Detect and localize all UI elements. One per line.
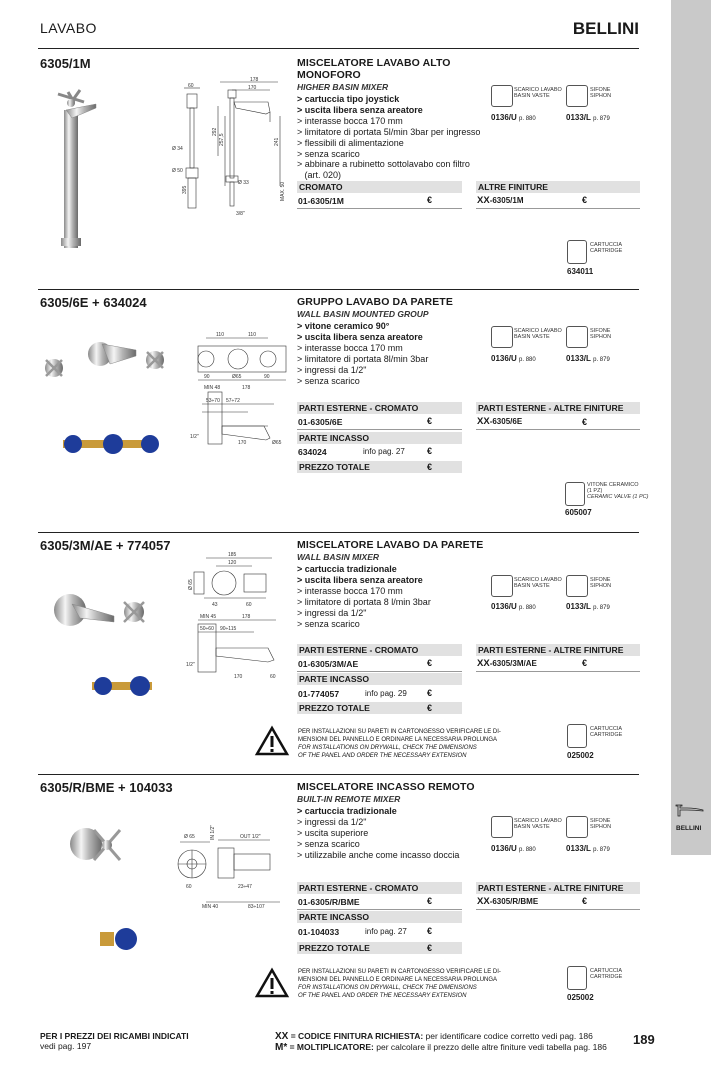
feature-item: > senza scarico — [297, 838, 360, 849]
dim-label: OUT 1/2" — [240, 834, 261, 840]
incasso-euro: € — [427, 446, 433, 456]
dim-label: Ø 50 — [172, 168, 183, 174]
siphon-ref: 0133/L p. 879 — [566, 844, 610, 853]
feature-item: > cartuccia tipo joystick — [297, 94, 400, 104]
siphon-label: SIFONE SIPHON — [590, 818, 612, 830]
header-rule — [38, 48, 639, 49]
dim-label: 60 — [188, 83, 194, 89]
dim-label: 1/2" — [190, 434, 199, 440]
price-code: 01-6305/6E — [298, 417, 343, 427]
technical-drawing — [184, 550, 284, 690]
finish-code: XX-6305/6E — [477, 416, 523, 427]
incasso-header: PARTE INCASSO — [297, 911, 462, 923]
dim-label: MAX. 50 — [280, 181, 286, 201]
drain-icon — [491, 85, 513, 107]
technical-drawing — [188, 330, 288, 450]
price-header-left: PARTI ESTERNE - CROMATO — [297, 882, 462, 894]
drain-label: SCARICO LAVABO BASIN VASTE — [514, 328, 562, 340]
price-code: 01-6305/3M/AE — [298, 659, 359, 669]
row-divider — [297, 429, 462, 430]
dim-label: 60 — [246, 602, 252, 608]
dim-label: 292 — [212, 127, 218, 136]
incasso-code: 634024 — [298, 447, 327, 457]
dim-label: MIN 45 — [200, 614, 217, 620]
price-header-left: PARTI ESTERNE - CROMATO — [297, 644, 462, 656]
incasso-info: info pag. 27 — [363, 447, 405, 456]
feature-item: > interasse bocca 170 mm — [297, 585, 403, 596]
dim-label: 23÷47 — [238, 884, 252, 890]
product-photo — [64, 820, 124, 870]
feature-list — [297, 94, 497, 181]
feature-item: > utilizzabile anche come incasso doccia — [297, 849, 460, 860]
incasso-info: info pag. 27 — [365, 927, 407, 936]
dim-label: 57÷72 — [226, 398, 240, 404]
feature-item: > limitatore di portata 5l/min 3bar per ingresso — [297, 126, 481, 137]
row-divider — [476, 671, 640, 672]
feature-item: > uscita libera senza areatore — [297, 331, 423, 342]
section-rule — [38, 289, 639, 290]
feature-item: > senza scarico — [297, 375, 360, 386]
siphon-icon — [566, 575, 588, 597]
drywall-warning: PER INSTALLAZIONI SU PARETI IN CARTONGESSO VERIFICARE LE DI- MENSIONI DEL PANNELLO E ORDINARE LA NECESSARIA PROLUNGA FOR INSTALLATIONS ON DRYWALL, CHECK THE DIMENSIONS OF THE PANEL AND ORDER THE NECESSARY EXTENSION — [298, 729, 501, 759]
dim-label: 185 — [228, 552, 237, 558]
finish-euro: € — [582, 658, 588, 668]
product-subtitle: BUILT-IN REMOTE MIXER — [297, 794, 401, 804]
feature-item: > ingressi da 1/2" — [297, 607, 367, 618]
incasso-code: 01-774057 — [298, 689, 340, 699]
siphon-icon — [566, 326, 588, 348]
feature-item: > cartuccia tradizionale — [297, 806, 397, 816]
cartridge-label: CARTUCCIA CARTRIDGE — [590, 968, 623, 980]
dim-label: 178 — [242, 614, 251, 620]
faucet-icon — [673, 802, 709, 822]
product-description — [297, 539, 487, 629]
product-description — [297, 57, 497, 181]
drain-label: SCARICO LAVABO BASIN VASTE — [514, 577, 562, 589]
drain-label: SCARICO LAVABO BASIN VASTE — [514, 818, 562, 830]
price-euro: € — [427, 658, 433, 668]
feature-item: > limitatore di portata 8 l/min 3bar — [297, 596, 431, 607]
price-euro: € — [427, 416, 433, 426]
incasso-euro: € — [427, 926, 433, 936]
dim-label: Ø 34 — [172, 146, 183, 152]
drain-label: SCARICO LAVABO BASIN VASTE — [514, 87, 562, 99]
cartridge-icon — [567, 240, 587, 264]
dim-label: 50÷60 — [200, 626, 214, 632]
feature-list — [297, 321, 487, 386]
product-subtitle: HIGHER BASIN MIXER — [297, 82, 389, 92]
row-divider — [476, 429, 640, 430]
dim-label: 3/8" — [236, 211, 245, 217]
feature-item: > uscita libera senza areatore — [297, 574, 423, 585]
cartridge-code: 634011 — [567, 267, 594, 276]
dim-label: 1/2" — [186, 662, 195, 668]
dim-label: Ø 65 — [184, 834, 195, 840]
incasso-info: info pag. 29 — [365, 689, 407, 698]
product-code: 6305/R/BME + 104033 — [40, 780, 173, 795]
row-divider — [297, 909, 462, 910]
incasso-code: 01-104033 — [298, 927, 340, 937]
dim-label: 60 — [270, 674, 276, 680]
row-divider — [297, 208, 462, 209]
price-header-left: CROMATO — [297, 181, 462, 193]
price-euro: € — [427, 896, 433, 906]
finish-code: XX-6305/3M/AE — [477, 658, 537, 669]
page-number: 189 — [633, 1032, 655, 1047]
finish-euro: € — [582, 896, 588, 906]
feature-item: > abbinare a rubinetto sottolavabo con filtro — [297, 159, 470, 170]
dim-label: 90 — [204, 374, 210, 380]
dim-label: Ø 65 — [188, 579, 194, 590]
dim-label: 53÷70 — [206, 398, 220, 404]
total-row: PREZZO TOTALE — [297, 702, 462, 714]
dim-label: 90 — [264, 374, 270, 380]
siphon-ref: 0133/L p. 879 — [566, 113, 610, 122]
dim-label: 120 — [228, 560, 237, 566]
incasso-header: PARTE INCASSO — [297, 673, 462, 685]
dim-label: 257,5 — [219, 133, 225, 146]
installation-part-photo — [88, 672, 158, 702]
product-title: MISCELATORE LAVABO DA PARETE — [297, 539, 484, 551]
product-subtitle: WALL BASIN MOUNTED GROUP — [297, 309, 429, 319]
cartridge-label: CARTUCCIA CARTRIDGE — [590, 726, 623, 738]
siphon-label: SIFONE SIPHON — [590, 87, 612, 99]
drywall-warning: PER INSTALLAZIONI SU PARETI IN CARTONGESSO VERIFICARE LE DI- MENSIONI DEL PANNELLO E ORDINARE LA NECESSARIA PROLUNGA FOR INSTALLATIONS ON DRYWALL, CHECK THE DIMENSIONS OF THE PANEL AND ORDER THE NECESSARY EXTENSION — [298, 969, 501, 999]
dim-label: 110 — [248, 332, 256, 338]
brand-title: BELLINI — [572, 19, 639, 38]
dim-label: Ø65 — [232, 374, 242, 380]
ceramic-valve-icon — [565, 482, 585, 506]
product-description — [297, 781, 487, 861]
dim-label: IN 1/2" — [210, 824, 216, 840]
feature-item: > limitatore di portata 8l/min 3bar — [297, 353, 429, 364]
product-title: GRUPPO LAVABO DA PARETE — [297, 296, 453, 308]
dim-label: 241 — [274, 137, 280, 146]
dim-label: MIN 40 — [202, 904, 219, 910]
feature-list — [297, 564, 487, 629]
finish-code: XX-6305/1M — [477, 195, 524, 206]
product-subtitle: WALL BASIN MIXER — [297, 552, 380, 562]
feature-item: > vitone ceramico 90° — [297, 321, 390, 331]
side-tab-label: BELLINI — [676, 825, 702, 832]
feature-list — [297, 806, 487, 861]
siphon-ref: 0133/L p. 879 — [566, 354, 610, 363]
product-photo — [48, 88, 98, 253]
row-divider — [476, 909, 640, 910]
feature-item: > ingressi da 1/2" — [297, 816, 367, 827]
product-description — [297, 296, 487, 386]
footer-legend: XX = CODICE FINITURA RICHIESTA: per identificare codice corretto vedi pag. 186 M* = MOLTIPLICATORE: per calcolare il prezzo delle altre finiture vedi tabella pag. 186 — [275, 1031, 607, 1053]
section-rule — [38, 532, 639, 533]
cartridge-label: VITONE CERAMICO (1 PZ) CERAMIC VALVE (1 PC) — [587, 482, 649, 500]
price-header-right: PARTI ESTERNE - ALTRE FINITURE — [476, 402, 640, 414]
total-euro: € — [427, 462, 433, 472]
total-row: PREZZO TOTALE — [297, 942, 462, 954]
warning-icon — [256, 968, 288, 998]
dim-label: 90÷115 — [220, 626, 237, 632]
feature-item: > interasse bocca 170 mm — [297, 115, 403, 126]
price-header-right: PARTI ESTERNE - ALTRE FINITURE — [476, 644, 640, 656]
feature-item: > uscita superiore — [297, 827, 369, 838]
dim-label: Ø65 — [272, 440, 282, 446]
dim-label: 170 — [234, 674, 243, 680]
drain-ref: 0136/U p. 880 — [491, 113, 536, 122]
price-code: 01-6305/1M — [298, 196, 344, 206]
siphon-icon — [566, 816, 588, 838]
installation-part-photo — [96, 924, 146, 954]
row-divider — [297, 671, 462, 672]
product-photo — [40, 338, 175, 388]
installation-part-photo — [55, 432, 165, 462]
dim-label: 170 — [238, 440, 247, 446]
dim-label: 170 — [248, 85, 257, 91]
drain-icon — [491, 326, 513, 348]
finish-euro: € — [582, 195, 588, 205]
dim-label: 178 — [242, 385, 251, 391]
dim-label: 83÷107 — [248, 904, 265, 910]
total-euro: € — [427, 943, 433, 953]
cartridge-code: 025002 — [567, 751, 594, 760]
drain-ref: 0136/U p. 880 — [491, 602, 536, 611]
technical-drawing — [170, 76, 285, 221]
product-code: 6305/3M/AE + 774057 — [40, 538, 171, 553]
side-tab — [671, 0, 711, 855]
dim-label: Ø 33 — [238, 180, 249, 186]
siphon-ref: 0133/L p. 879 — [566, 602, 610, 611]
feature-item: > cartuccia tradizionale — [297, 564, 397, 574]
cartridge-icon — [567, 966, 587, 990]
footer-spare-parts: PER I PREZZI DEI RICAMBI INDICATI vedi pag. 197 — [40, 1031, 189, 1051]
price-euro: € — [427, 195, 433, 205]
incasso-euro: € — [427, 688, 433, 698]
feature-item: > senza scarico — [297, 618, 360, 629]
incasso-header: PARTE INCASSO — [297, 432, 462, 444]
dim-label: MIN 48 — [204, 385, 221, 391]
drain-icon — [491, 575, 513, 597]
product-title: MISCELATORE INCASSO REMOTO — [297, 781, 475, 793]
dim-label: 395 — [182, 185, 188, 194]
feature-item: > flessibili di alimentazione — [297, 137, 404, 148]
section-title: LAVABO — [40, 20, 97, 36]
feature-item: > senza scarico — [297, 148, 360, 159]
total-row: PREZZO TOTALE — [297, 461, 462, 473]
row-divider — [476, 208, 640, 209]
cartridge-label: CARTUCCIA CARTRIDGE — [590, 242, 623, 254]
drain-ref: 0136/U p. 880 — [491, 354, 536, 363]
siphon-label: SIFONE SIPHON — [590, 577, 612, 589]
finish-code: XX-6305/R/BME — [477, 896, 539, 907]
price-header-left: PARTI ESTERNE - CROMATO — [297, 402, 462, 414]
total-euro: € — [427, 703, 433, 713]
price-code: 01-6305/R/BME — [298, 897, 360, 907]
drain-icon — [491, 816, 513, 838]
drain-ref: 0136/U p. 880 — [491, 844, 536, 853]
siphon-label: SIFONE SIPHON — [590, 328, 612, 340]
cartridge-code: 025002 — [567, 993, 594, 1002]
feature-item: (art. 020) — [297, 170, 342, 181]
dim-label: 110 — [216, 332, 224, 338]
price-header-right: ALTRE FINITURE — [476, 181, 640, 193]
dim-label: 60 — [186, 884, 192, 890]
feature-item: > ingressi da 1/2" — [297, 364, 367, 375]
product-photo — [42, 590, 157, 635]
feature-item: > interasse bocca 170 mm — [297, 342, 403, 353]
cartridge-icon — [567, 724, 587, 748]
warning-icon — [256, 726, 288, 756]
cartridge-code: 605007 — [565, 508, 592, 517]
feature-item: > uscita libera senza areatore — [297, 104, 423, 115]
dim-label: 178 — [250, 77, 259, 83]
product-code: 6305/1M — [40, 56, 91, 71]
finish-euro: € — [582, 417, 588, 427]
siphon-icon — [566, 85, 588, 107]
product-title: MISCELATORE LAVABO ALTO MONOFORO — [297, 57, 451, 81]
section-rule — [38, 774, 639, 775]
dim-label: 43 — [212, 602, 218, 608]
product-code: 6305/6E + 634024 — [40, 295, 147, 310]
price-header-right: PARTI ESTERNE - ALTRE FINITURE — [476, 882, 640, 894]
technical-drawing — [170, 818, 290, 910]
